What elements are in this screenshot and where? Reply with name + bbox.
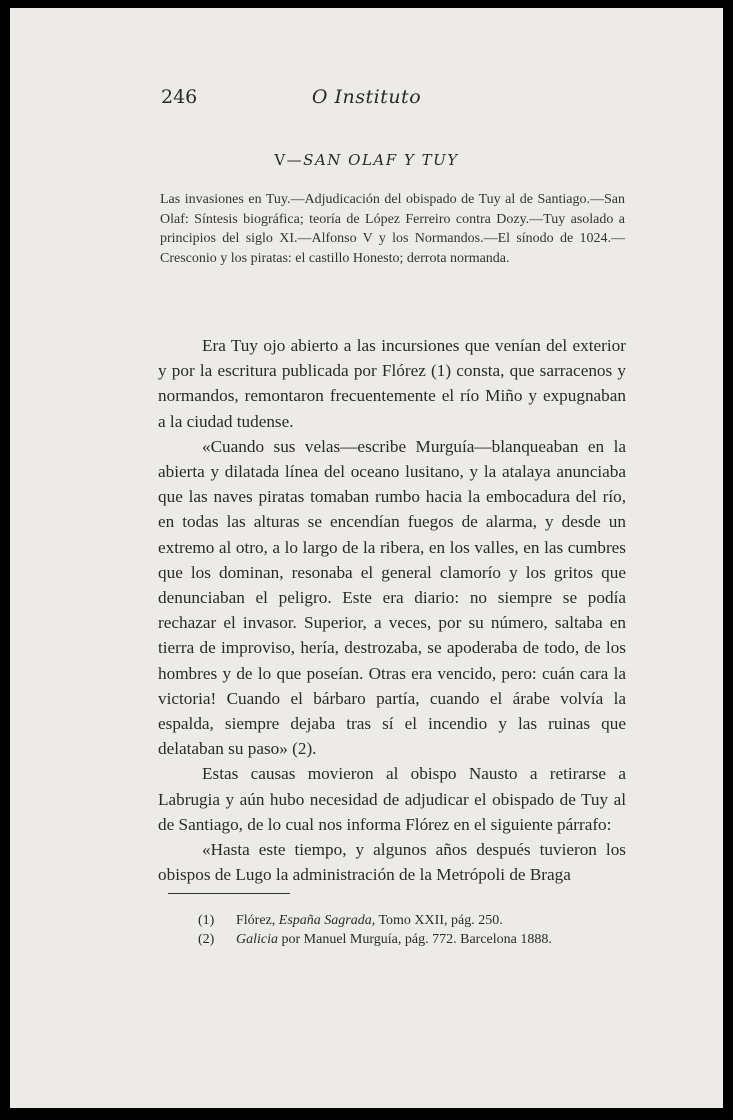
- chapter-roman: V—: [274, 151, 304, 169]
- paragraph: «Cuando sus velas—escribe Murguía—blanqueaban en la abierta y dilatada línea del oceano lusitano, y la atalaya anunciaba que las naves piratas tomaban rumbo hacia la embocadura del río, en todas las alturas se encendían fuegos de alarma, y desde un extremo al otro, a lo largo de la ribera, en los valles, en las cumbres que los dominan, resonaba el general clamorío y los gritos que denunciaban el peligro. Este era diario: no siempre se podía rechazar el invasor. Superior, a veces, por su número, saltaba en tierra de improviso, hería, destrozaba, se apoderaba de todo, de los hombres y de lo que poseían. Otras era vencido, pero: cuán cara la victoria! Cuando el bárbaro partía, cuando el árabe volvía la espalda, siempre dejaba tras sí el incendio y las ruinas que delataban su paso» (2).: [158, 436, 626, 759]
- chapter-title: [10, 151, 723, 169]
- paragraph: Estas causas movieron al obispo Nausto a retirarse a Labrugia y aún hubo necesidad de adjudicar el obispado de Tuy al de Santiago, de lo cual nos informa Flórez en el siguiente párrafo:: [158, 764, 626, 834]
- footnote-divider: [168, 893, 290, 894]
- body-text: [158, 333, 626, 887]
- footnote-mark: (1): [198, 913, 215, 928]
- footnote: [198, 930, 638, 949]
- footnote-mark: (2): [198, 932, 215, 947]
- footnote-ref: (1): [431, 361, 452, 381]
- chapter-name: SAN OLAF Y TUY: [303, 151, 459, 169]
- page-header: [10, 86, 723, 116]
- footnote: [198, 911, 638, 930]
- paragraph: «Hasta este tiempo, y algunos años después tuvieron los obispos de Lugo la administración de la Metrópoli de Braga: [158, 840, 626, 885]
- running-title: O Instituto: [311, 86, 422, 108]
- footnote-text: Flórez, España Sagrada, Tomo XXII, pág. 250.: [236, 913, 503, 928]
- footnote-ref: (2): [292, 739, 313, 759]
- footnote-text: Galicia por Manuel Murguía, pág. 772. Barcelona 1888.: [236, 932, 552, 947]
- page-number: 246: [161, 86, 198, 108]
- footnotes: [198, 911, 638, 949]
- chapter-summary: Las invasiones en Tuy.—Adjudicación del obispado de Tuy al de Santiago.—San Olaf: Síntesis biográfica; teoría de López Ferreiro contra Dozy.—Tuy asolado a principios del siglo XI.—Alfonso V y los Normandos.—El sínodo de 1024.—Cresconio y los piratas: el castillo Honesto; derrota normanda.: [160, 192, 625, 266]
- paragraph: Era Tuy ojo abierto a las incursiones que venían del exterior y por la escritura publicada por Flórez (1) consta, que sarracenos y normandos, remontaron frecuentemente el río Miño y expugnaban a la ciudad tudense.: [158, 336, 626, 431]
- book-page: [10, 8, 723, 1108]
